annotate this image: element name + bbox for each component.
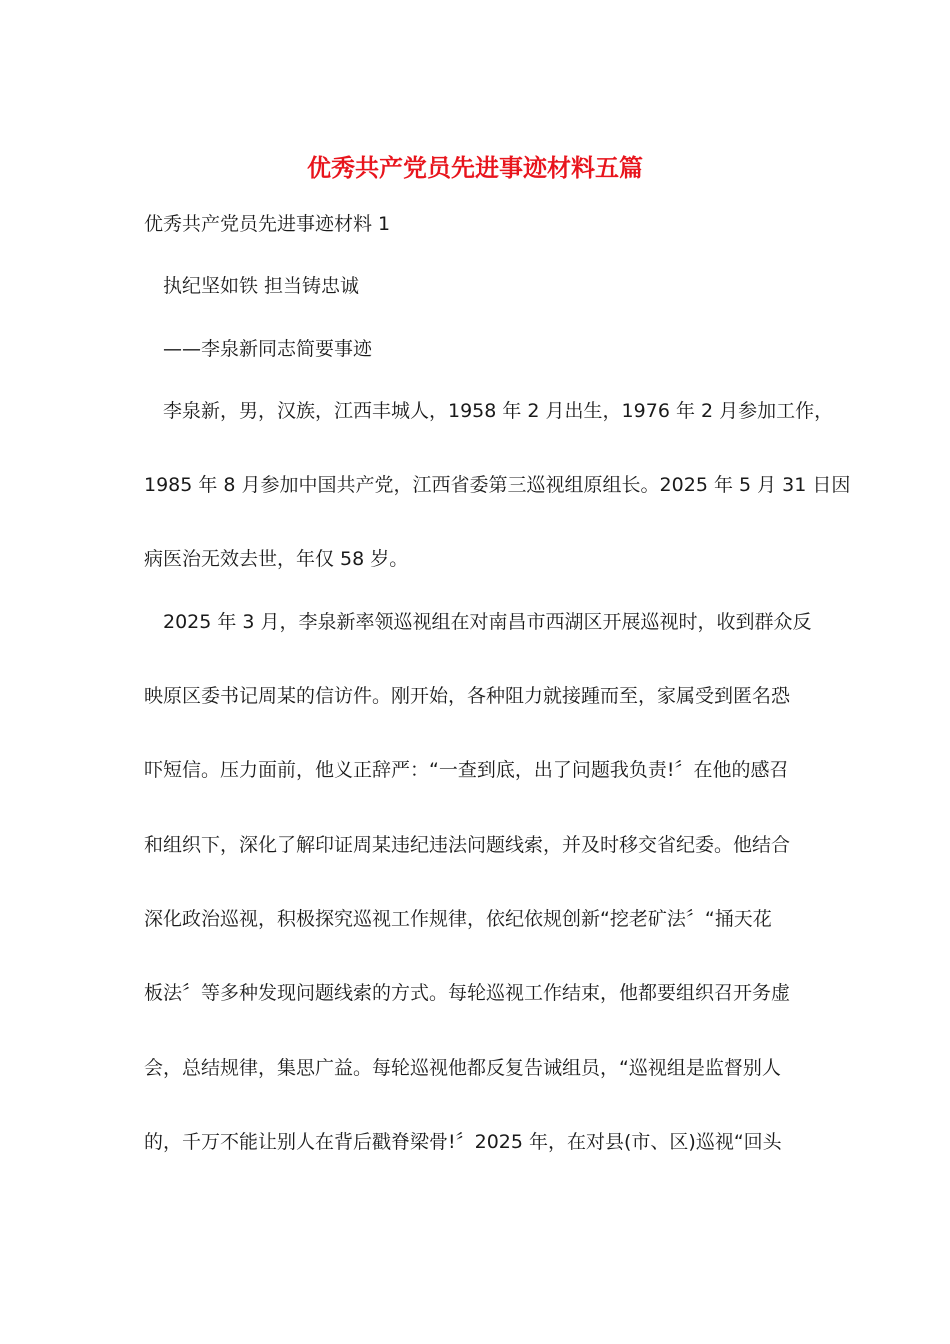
section-heading: 优秀共产党员先进事迹材料 1: [144, 213, 391, 235]
paragraph-line-8: 深化政治巡视，积极探究巡视工作规律，依纪依规创新“挖老矿法〞“捅天花: [144, 908, 772, 930]
paragraph-line-4: 2025 年 3 月，李泉新率领巡视组在对南昌市西湖区开展巡视时，收到群众反: [163, 611, 812, 633]
paragraph-line-6: 吓短信。压力面前，他义正辞严：“一查到底，出了问题我负责!〞在他的感召: [144, 759, 789, 781]
paragraph-line-3: 病医治无效去世，年仅 58 岁。: [144, 548, 409, 570]
document-title: 优秀共产党员先进事迹材料五篇: [307, 153, 643, 182]
paragraph-line-11: 的，千万不能让别人在背后戳脊梁骨!〞2025 年，在对县(市、区)巡视“回头: [144, 1131, 782, 1153]
paragraph-line-7: 和组织下，深化了解印证周某违纪违法问题线索，并及时移交省纪委。他结合: [144, 834, 791, 856]
paragraph-line-2: 1985 年 8 月参加中国共产党，江西省委第三巡视组原组长。2025 年 5 月 31 日因: [144, 474, 851, 496]
paragraph-line-1: 李泉新，男，汉族，江西丰城人，1958 年 2 月出生，1976 年 2 月参加工作，: [163, 400, 834, 422]
paragraph-line-9: 板法〞等多种发现问题线索的方式。每轮巡视工作结束，他都要组织召开务虚: [144, 982, 791, 1004]
paragraph-line-5: 映原区委书记周某的信访件。刚开始，各种阻力就接踵而至，家属受到匿名恐: [144, 685, 791, 707]
article-byline: ——李泉新同志简要事迹: [163, 338, 373, 360]
paragraph-line-10: 会，总结规律，集思广益。每轮巡视他都反复告诫组员，“巡视组是监督别人: [144, 1057, 781, 1079]
article-headline: 执纪坚如铁 担当铸忠诚: [163, 275, 360, 297]
